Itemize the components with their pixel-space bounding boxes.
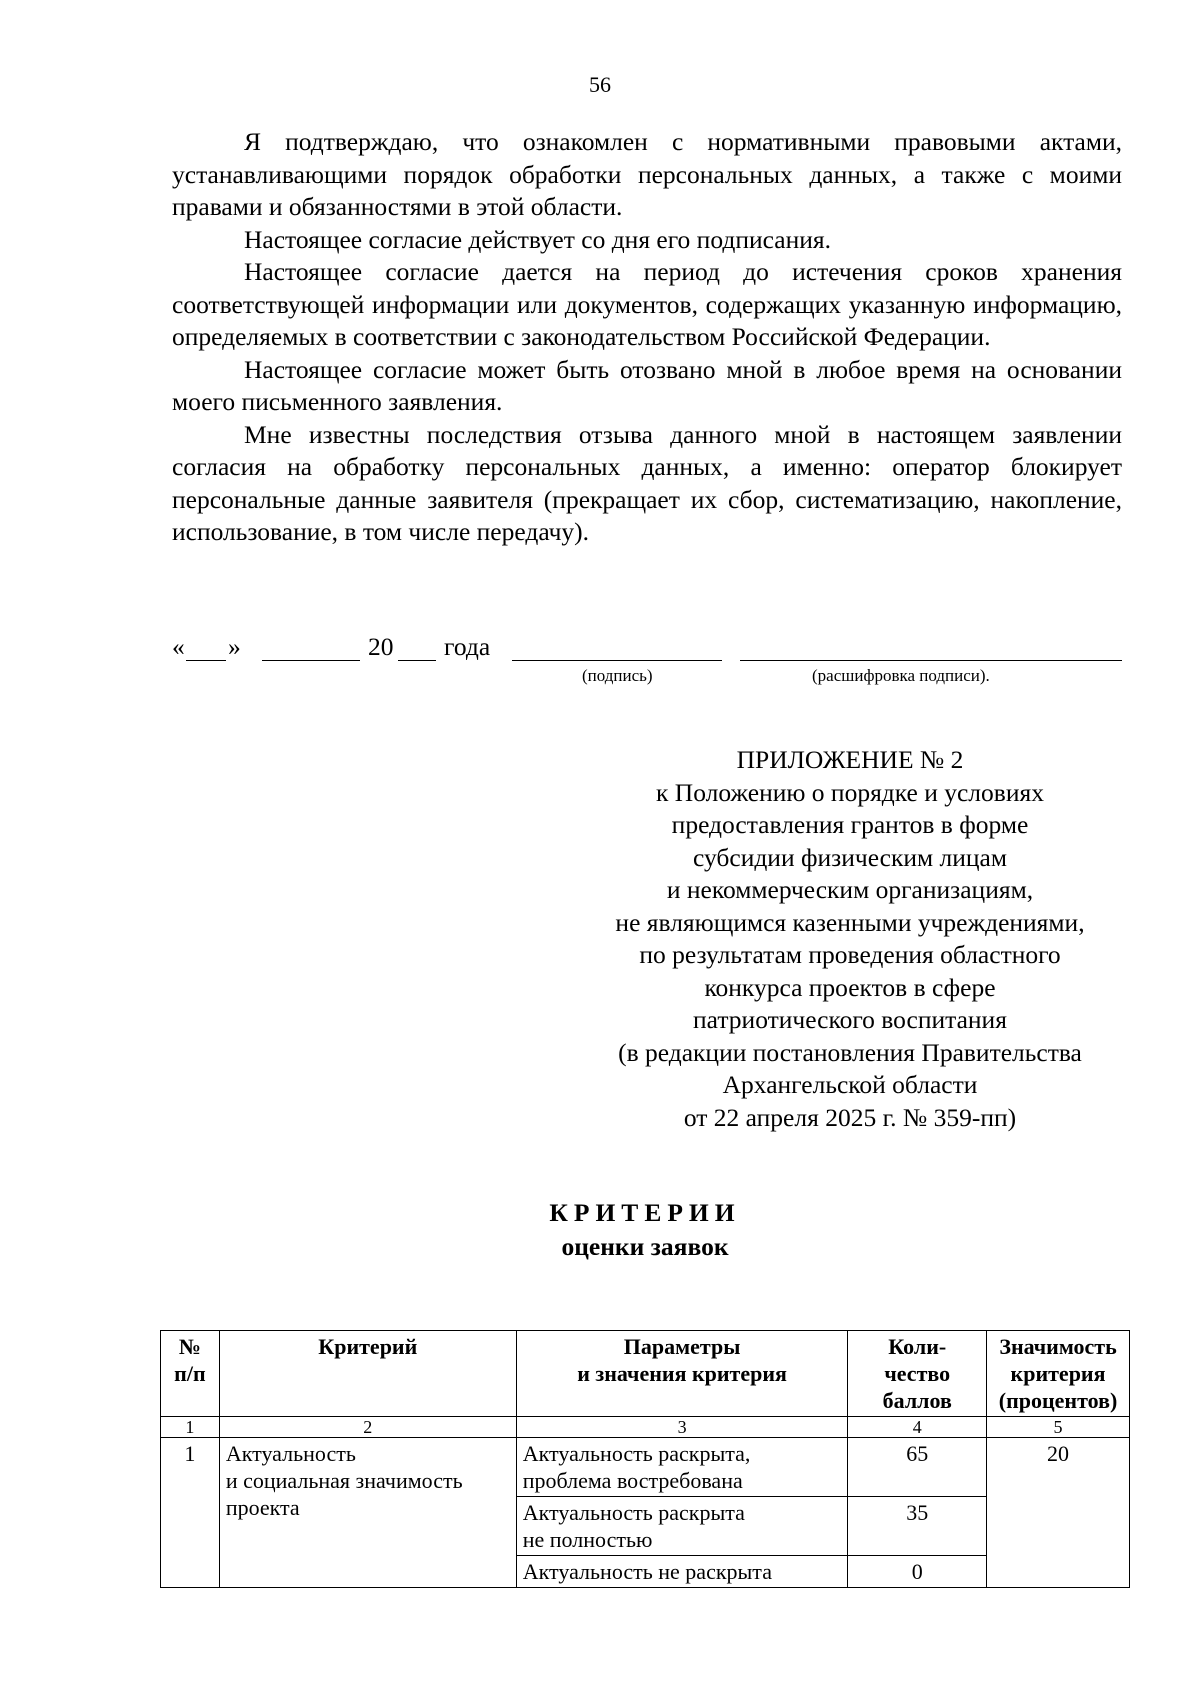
header-points (848, 1331, 987, 1417)
page-number: 56 (589, 72, 611, 97)
header-weight (987, 1331, 1130, 1417)
column-number: 3 (516, 1417, 848, 1438)
signature-decoding-caption: (расшифровка подписи). (812, 666, 990, 685)
header-weight-line: критерия (1010, 1361, 1106, 1386)
criteria-table (160, 1330, 1130, 1588)
date-close-quote: » (228, 632, 241, 661)
param-line: Актуальность раскрыта, (522, 1441, 751, 1466)
column-number: 2 (219, 1417, 516, 1438)
appendix-line: и некоммерческим организациям, (666, 875, 1034, 904)
row-param (516, 1438, 848, 1497)
row-param (516, 1556, 848, 1588)
param-line: проблема востребована (522, 1468, 743, 1493)
param-line: не полностью (522, 1527, 653, 1552)
signature-blank[interactable] (512, 636, 722, 661)
table-row (161, 1438, 1130, 1497)
param-line: Актуальность раскрыта (522, 1500, 745, 1525)
signature-line (172, 632, 1122, 685)
header-points-line: баллов (882, 1388, 952, 1413)
year-prefix: 20 (368, 632, 394, 661)
header-criterion: Критерий (219, 1331, 516, 1417)
appendix-line: патриотического воспитания (693, 1005, 1007, 1034)
appendix-line: конкурса проектов в сфере (704, 972, 996, 1002)
column-number: 4 (848, 1417, 987, 1438)
criterion-line: Актуальность (225, 1441, 356, 1466)
appendix-line: (в редакции постановления Правительства (618, 1037, 1082, 1067)
appendix-line: не являющимся казенными учреждениями, (615, 907, 1085, 937)
year-blank[interactable] (398, 636, 436, 661)
row-num: 1 (161, 1438, 220, 1588)
year-label: года (444, 632, 491, 661)
row-param (516, 1497, 848, 1556)
date-open-quote: « (172, 632, 185, 661)
criterion-line: и социальная значимость (225, 1468, 463, 1493)
appendix-line: от 22 апреля 2025 г. № 359-пп) (683, 1102, 1017, 1132)
day-blank[interactable] (186, 636, 226, 661)
appendix-line: по результатам проведения областного (639, 940, 1061, 969)
criteria-subtitle: оценки заявок (561, 1232, 729, 1261)
paragraph-revocation: Настоящее согласие может быть отозвано мной в любое время на основании моего письменного заявления. (172, 354, 1122, 416)
column-number: 5 (987, 1417, 1130, 1438)
param-line: Актуальность не раскрыта (522, 1559, 772, 1584)
criterion-line: проекта (225, 1495, 300, 1520)
row-points: 65 (848, 1438, 987, 1497)
header-params (516, 1331, 848, 1417)
row-weight: 20 (987, 1438, 1130, 1588)
header-points-line: чество (884, 1361, 951, 1386)
criteria-title: КРИТЕРИИ (549, 1198, 741, 1227)
header-num-line: № (178, 1334, 201, 1359)
appendix-title: ПРИЛОЖЕНИЕ № 2 (736, 745, 964, 774)
appendix-line: к Положению о порядке и условиях (656, 777, 1044, 807)
table-header-row (161, 1331, 1130, 1417)
column-number-row (161, 1417, 1130, 1438)
header-num (161, 1331, 220, 1417)
appendix-line: субсидии физическим лицам (693, 842, 1007, 872)
header-weight-line: (процентов) (998, 1388, 1118, 1413)
header-weight-line: Значимость (999, 1334, 1117, 1359)
signature-caption: (подпись) (582, 666, 653, 685)
row-points: 0 (848, 1556, 987, 1588)
signature-decoding-blank[interactable] (740, 636, 1122, 661)
appendix-line: Архангельской области (722, 1070, 978, 1099)
consent-text (172, 126, 1122, 549)
header-points-line: Коли- (888, 1334, 947, 1359)
appendix-header (570, 744, 1130, 1134)
paragraph-revocation-consequences: Мне известны последствия отзыва данного мной в настоящем заявлении согласия на обработку персональных данных, а именно: оператор блокирует персональные данные заявителя (прекращает их сбор, систематизацию, накопление, использование, в том числе передачу). (172, 419, 1122, 546)
header-num-line: п/п (174, 1361, 206, 1386)
paragraph-acknowledgement: Я подтверждаю, что ознакомлен с нормативными правовыми актами, устанавливающими порядок обработки персональных данных, а также с моими правами и обязанностями в этой области. (172, 127, 1122, 221)
header-params-line: и значения критерия (577, 1361, 787, 1386)
column-number: 1 (161, 1417, 220, 1438)
row-criterion (219, 1438, 516, 1588)
paragraph-effective-date: Настоящее согласие действует со дня его подписания. (244, 224, 831, 254)
paragraph-validity-period: Настоящее согласие дается на период до истечения сроков хранения соответствующей информации или документов, содержащих указанную информацию, определяемых в соответствии с законодательством Российской Федерации. (172, 257, 1122, 351)
month-blank[interactable] (262, 636, 360, 661)
row-points: 35 (848, 1497, 987, 1556)
header-params-line: Параметры (623, 1334, 741, 1359)
appendix-line: предоставления грантов в форме (671, 810, 1029, 839)
